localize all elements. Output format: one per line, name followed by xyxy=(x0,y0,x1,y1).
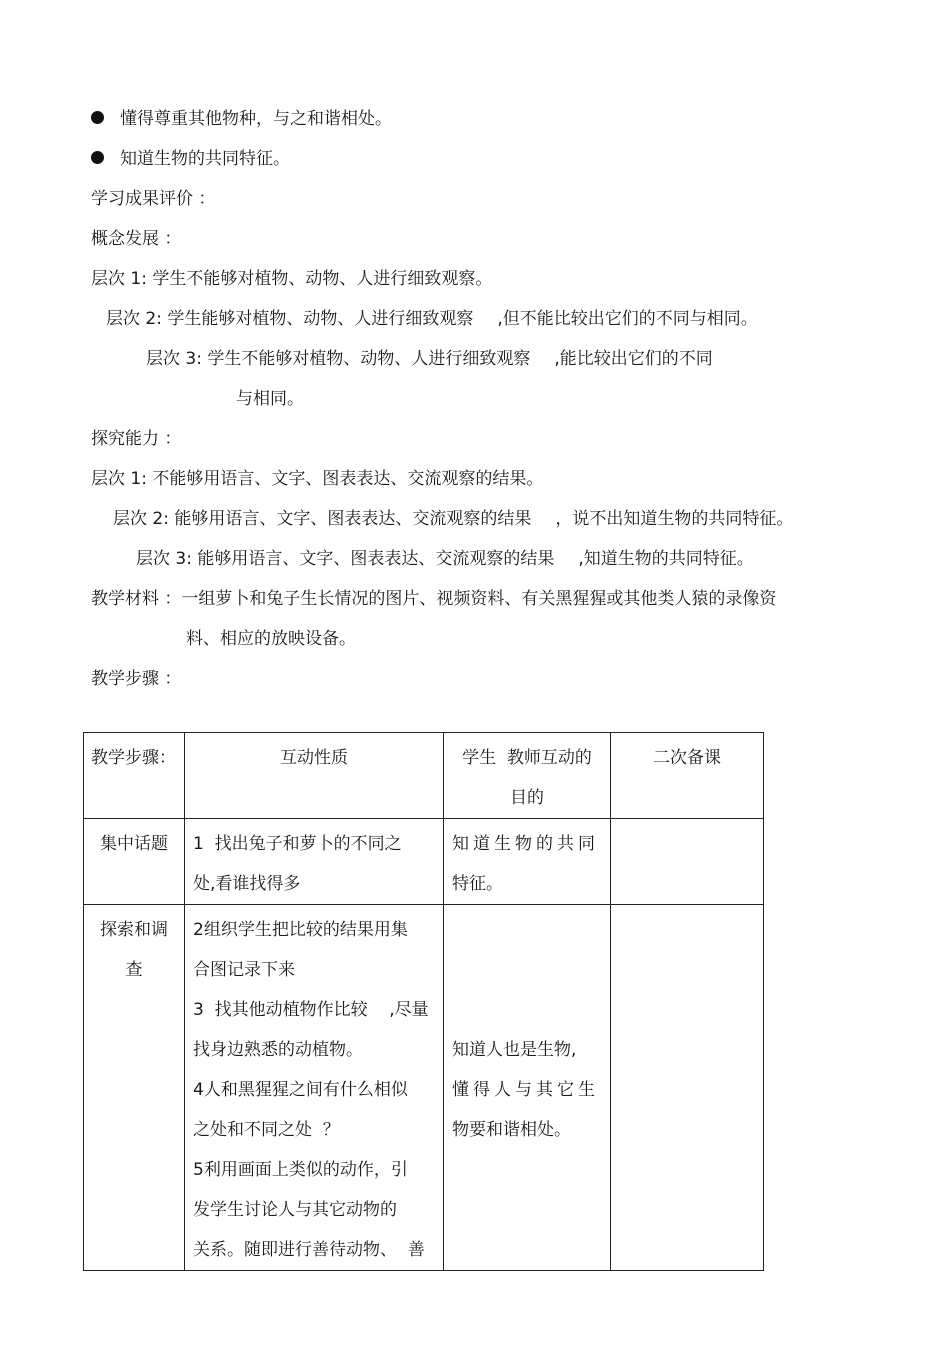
materials-line-2: 料、相应的放映设备。 xyxy=(186,629,356,649)
interaction-text: 3 找其他动植物作比较 ,尽量 xyxy=(193,1000,429,1020)
interaction-text: 合图记录下来 xyxy=(193,960,295,980)
purpose-text: 懂得人与其它生 xyxy=(452,1080,599,1100)
table-header-row xyxy=(84,733,764,819)
purpose-cell xyxy=(444,819,611,905)
interaction-text: 5利用画面上类似的动作，引 xyxy=(193,1160,408,1180)
inquiry-level-1: 层次 1: 不能够用语言、文字、图表表达、交流观察的结果。 xyxy=(91,469,544,489)
concept-heading: 概念发展 ： xyxy=(91,229,182,249)
step-cell xyxy=(84,905,185,1271)
concept-level-2-main: 层次 2: 学生能够对植物、动物、人进行细致观察 xyxy=(106,309,474,329)
interaction-text: 找身边熟悉的动植物。 xyxy=(193,1040,363,1060)
materials-heading: 教学材料 ： xyxy=(91,589,182,609)
notes-cell xyxy=(611,819,764,905)
evaluation-heading: 学习成果评价 ： xyxy=(91,189,216,209)
bullet-icon xyxy=(91,111,104,124)
purpose-text: 知道生物的共同 xyxy=(452,834,599,854)
notes-text xyxy=(611,905,763,910)
table-row xyxy=(84,819,764,905)
notes-cell xyxy=(611,905,764,1271)
notes-text xyxy=(611,819,763,824)
concept-level-3 xyxy=(146,349,713,369)
inquiry-level-2-main: 层次 2: 能够用语言、文字、图表表达、交流观察的结果 xyxy=(113,509,532,529)
concept-level-1: 层次 1: 学生不能够对植物、动物、人进行细致观察。 xyxy=(91,269,493,289)
steps-heading: 教学步骤 ： xyxy=(91,669,182,689)
step-label: 集中话题 xyxy=(100,834,168,854)
inquiry-level-2-tail: ，说不出知道生物的共同特征。 xyxy=(555,509,794,529)
header-cell-purpose xyxy=(444,733,611,819)
inquiry-level-2 xyxy=(113,509,793,529)
objective-text: 懂得尊重其他物种，与之和谐相处。 xyxy=(120,109,392,129)
purpose-text: 特征。 xyxy=(452,874,503,894)
concept-level-3-continued: 与相同。 xyxy=(236,389,304,409)
interaction-text: 处,看谁找得多 xyxy=(193,874,301,894)
purpose-cell xyxy=(444,905,611,1271)
interaction-text: 关系。随即进行善待动物、 善 xyxy=(193,1240,425,1260)
header-cell-interaction xyxy=(185,733,444,819)
interaction-text: 4人和黑猩猩之间有什么相似 xyxy=(193,1080,408,1100)
interaction-cell xyxy=(185,819,444,905)
header-cell-notes xyxy=(611,733,764,819)
purpose-text: 知道人也是生物, xyxy=(452,1040,577,1060)
inquiry-heading: 探究能力 ： xyxy=(91,429,182,449)
header-notes-label: 二次备课 xyxy=(653,748,721,768)
interaction-text: 之处和不同之处 ？ xyxy=(193,1120,340,1140)
objective-bullet-1 xyxy=(91,109,392,129)
bullet-icon xyxy=(91,151,104,164)
header-interaction-label: 互动性质 xyxy=(280,748,348,768)
header-purpose-label-line-1: 学生 教师互动的 xyxy=(462,748,592,768)
inquiry-level-3 xyxy=(136,549,754,569)
objective-bullet-2 xyxy=(91,149,290,169)
purpose-text: 物要和谐相处。 xyxy=(452,1120,571,1140)
step-label: 查 xyxy=(125,960,143,980)
step-label: 探索和调 xyxy=(100,920,168,940)
teaching-steps-table xyxy=(83,732,764,1271)
interaction-text: 1 找出兔子和萝卜的不同之 xyxy=(193,834,402,854)
concept-level-2 xyxy=(106,309,758,329)
header-purpose-label-line-2: 目的 xyxy=(510,788,544,808)
concept-level-3-tail: ,能比较出它们的不同 xyxy=(554,349,713,369)
interaction-text: 2组织学生把比较的结果用集 xyxy=(193,920,408,940)
concept-level-2-tail: ,但不能比较出它们的不同与相同。 xyxy=(497,309,758,329)
step-cell xyxy=(84,819,185,905)
objective-text: 知道生物的共同特征。 xyxy=(120,149,290,169)
interaction-cell xyxy=(185,905,444,1271)
inquiry-level-3-tail: ,知道生物的共同特征。 xyxy=(578,549,754,569)
materials-line-1: 一组萝卜和兔子生长情况的图片、视频资料、有关黑猩猩或其他类人猿的录像资 xyxy=(181,589,777,609)
header-cell-steps xyxy=(84,733,185,819)
inquiry-level-3-main: 层次 3: 能够用语言、文字、图表表达、交流观察的结果 xyxy=(136,549,555,569)
header-steps-label: 教学步骤： xyxy=(91,748,176,768)
interaction-text: 发学生讨论人与其它动物的 xyxy=(193,1200,397,1220)
materials xyxy=(91,589,776,609)
table-row xyxy=(84,905,764,1271)
concept-level-3-main: 层次 3: 学生不能够对植物、动物、人进行细致观察 xyxy=(146,349,531,369)
